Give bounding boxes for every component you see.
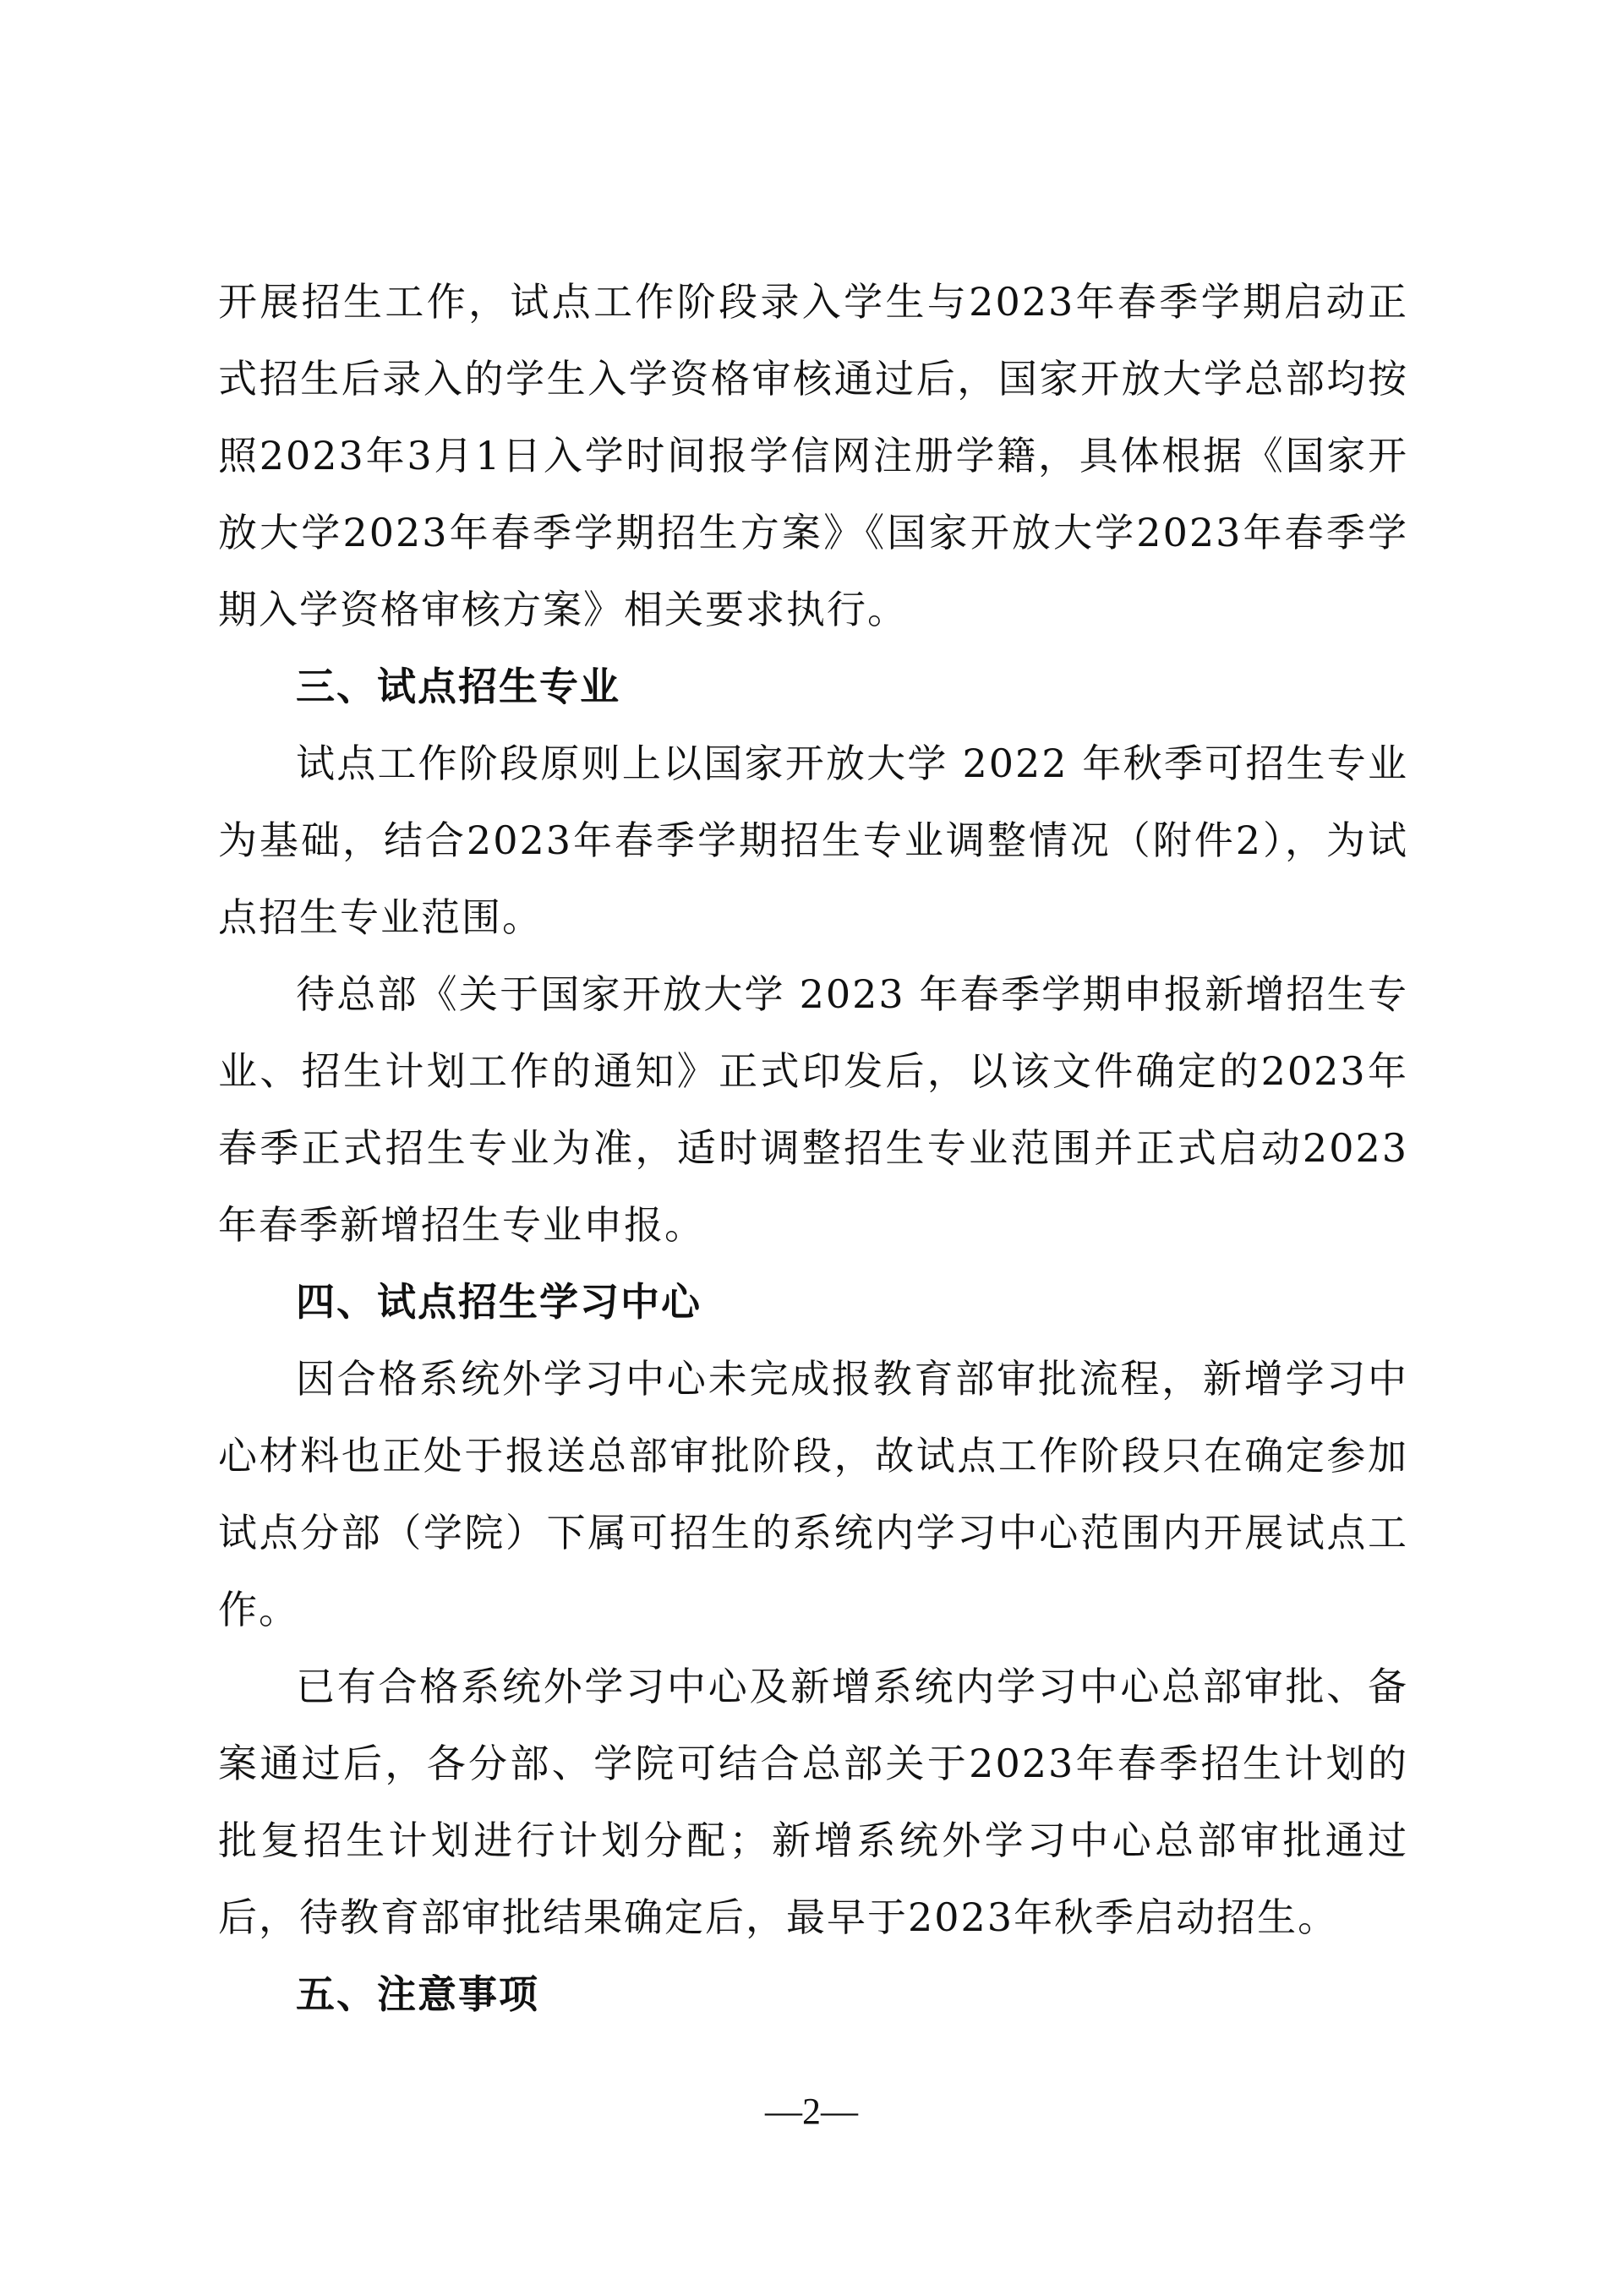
- page-number: —2—: [765, 2091, 858, 2132]
- document-body: [218, 264, 1408, 2033]
- section-heading-pilot-majors: 三、试点招生专业: [296, 664, 620, 709]
- section-heading-notes: 五、注意事项: [296, 1971, 539, 2017]
- paragraph-enrollment-registration: 开展招生工作，试点工作阶段录入学生与2023年春季学期启动正式招生后录入的学生入学资格审核通过后，国家开放大学总部均按照2023年3月1日入学时间报学信网注册学籍，具体根据《国家开放大学2023年春季学期招生方案》《国家开放大学2023年春季学期入学资格审核方案》相关要求执行。: [218, 279, 1408, 632]
- paragraph-learning-centers-approval: 已有合格系统外学习中心及新增系统内学习中心总部审批、备案通过后，各分部、学院可结合总部关于2023年春季招生计划的批复招生计划进行计划分配；新增系统外学习中心总部审批通过后，待教育部审批结果确定后，最早于2023年秋季启动招生。: [218, 1664, 1408, 1940]
- section-heading-learning-centers: 四、试点招生学习中心: [296, 1279, 702, 1325]
- paragraph-pilot-majors-adjustment: 待总部《关于国家开放大学 2023 年春季学期申报新增招生专业、招生计划工作的通知》正式印发后，以该文件确定的2023年春季正式招生专业为准，适时调整招生专业范围并正式启动2023年春季新增招生专业申报。: [218, 971, 1408, 1248]
- paragraph-pilot-majors-scope: 试点工作阶段原则上以国家开放大学 2022 年秋季可招生专业为基础，结合2023年春季学期招生专业调整情况（附件2），为试点招生专业范围。: [218, 741, 1408, 940]
- paragraph-learning-centers-scope: 因合格系统外学习中心未完成报教育部审批流程，新增学习中心材料也正处于报送总部审批阶段，故试点工作阶段只在确定参加试点分部（学院）下属可招生的系统内学习中心范围内开展试点工作。: [218, 1356, 1408, 1632]
